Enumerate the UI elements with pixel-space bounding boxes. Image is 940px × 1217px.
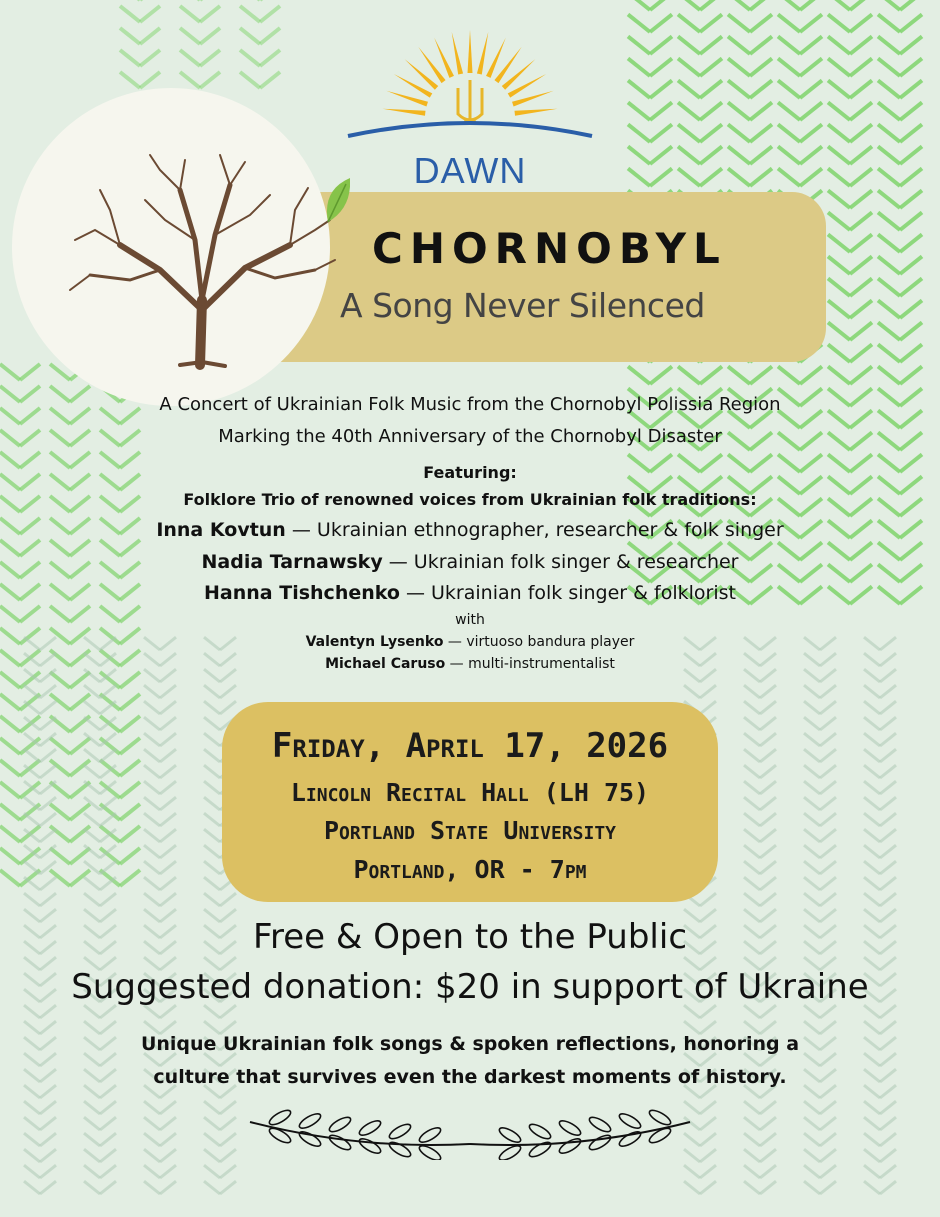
performer-role: — Ukrainian folk singer & folklorist: [399, 582, 736, 604]
trident-icon: [458, 80, 482, 122]
musician-line: [0, 631, 940, 653]
logo-text: DAWN: [413, 150, 527, 191]
event-date: Friday, April 17, 2026: [271, 726, 669, 766]
performer-name: Inna Kovtun: [156, 519, 286, 541]
musician-line: [0, 653, 940, 675]
musician-name: Valentyn Lysenko: [305, 634, 444, 650]
closing-line-1: Unique Ukrainian folk songs & spoken reflections, honoring a: [140, 1033, 800, 1055]
admission-donation: Suggested donation: $20 in support of Ukraine: [71, 967, 869, 1007]
sunrise-trident-icon: [340, 18, 600, 148]
musician-name: Michael Caruso: [325, 656, 446, 672]
musician-role: — virtuoso bandura player: [443, 634, 635, 650]
event-title: CHORNOBYL: [372, 224, 727, 273]
tree-icon: [60, 150, 350, 370]
event-subtitle: A Song Never Silenced: [340, 286, 705, 325]
with-label: with: [455, 612, 485, 628]
performer-line: [0, 515, 940, 546]
performer-role: — Ukrainian ethnographer, researcher & folk singer: [285, 519, 784, 541]
performer-line: [0, 578, 940, 609]
laurel-divider-icon: [246, 1100, 694, 1160]
concert-description-line-2: Marking the 40th Anniversary of the Chornobyl Disaster: [218, 426, 722, 447]
event-university: Portland State University: [324, 816, 616, 845]
featuring-heading: Featuring:: [423, 463, 517, 482]
musician-role: — multi-instrumentalist: [445, 656, 615, 672]
performer-name: Nadia Tarnawsky: [201, 551, 383, 573]
dawn-logo: [340, 18, 600, 191]
closing-line-2: culture that survives even the darkest moments of history.: [153, 1066, 787, 1088]
event-venue: Lincoln Recital Hall (LH 75): [290, 778, 650, 807]
performer-role: — Ukrainian folk singer & researcher: [382, 551, 739, 573]
admission-free: Free & Open to the Public: [252, 917, 688, 957]
performer-line: [0, 547, 940, 578]
trio-description: Folklore Trio of renowned voices from Ukrainian folk traditions:: [183, 490, 757, 509]
concert-description-line-1: A Concert of Ukrainian Folk Music from the Chornobyl Polissia Region: [159, 394, 781, 415]
event-city-time: Portland, OR - 7pm: [353, 855, 587, 884]
leaf-icon: [327, 178, 350, 222]
performer-name: Hanna Tishchenko: [204, 582, 400, 604]
